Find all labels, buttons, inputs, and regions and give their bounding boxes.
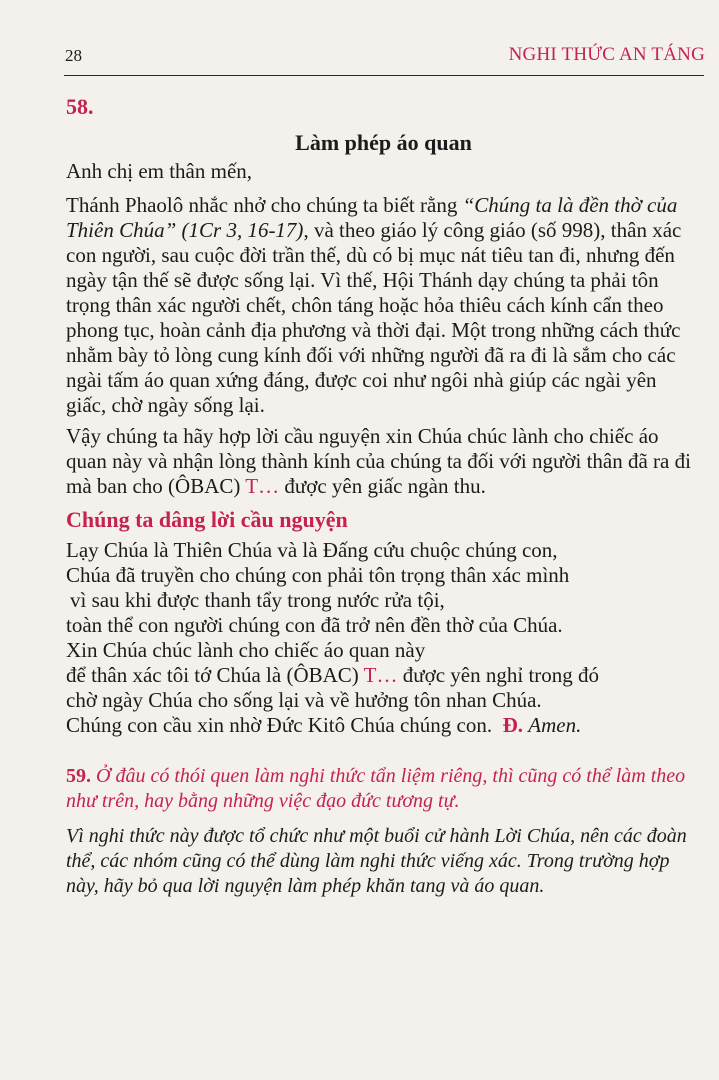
response-amen: Amen.	[528, 713, 582, 737]
name-placeholder: T…	[245, 474, 280, 498]
prayer-line-7: chờ ngày Chúa cho sống lại và về hưởng tôn nhan Chúa.	[66, 688, 542, 712]
prayer-line-8	[66, 713, 701, 738]
prayer-name-placeholder: T…	[363, 663, 398, 687]
section-number-58: 58.	[66, 94, 94, 119]
prayer-line-4: toàn thể con người chúng con đã trở nên đền thờ của Chúa.	[66, 613, 563, 637]
section-59-rubric	[66, 764, 701, 814]
header-rule	[64, 75, 704, 76]
prayer-line-6-end: được yên nghỉ trong đó	[397, 663, 600, 687]
page-header	[0, 0, 719, 80]
prayer-line-6-start: để thân xác tôi tớ Chúa là (ÔBAC)	[66, 663, 364, 687]
prayer-text	[66, 538, 701, 738]
section-title: Làm phép áo quan	[295, 130, 472, 155]
paragraph-2-start: Vậy chúng ta hãy hợp lời cầu nguyện xin Chúa chúc lành cho chiếc áo quan này và nhận lòng thành kính của chúng ta đối với người thân đã ra đi mà ban cho (ÔBAC)	[66, 424, 691, 498]
prayer-line-1: Lạy Chúa là Thiên Chúa và là Đấng cứu chuộc chúng con,	[66, 538, 558, 562]
page-number: 28	[65, 46, 82, 65]
paragraph-1-rest: , và theo giáo lý công giáo (số 998), thân xác con người, sau cuộc đời trần thế, dù có bị mục nát tiêu tan đi, nhưng đến ngày tận thế sẽ được sống lại. Vì thế, Hội Thánh dạy chúng ta phải tôn trọng thân xác người chết, chôn táng hoặc hỏa thiêu cách kính cẩn theo phong tục, hoàn cảnh địa phương và thời đại. Một trong những cách thức nhằm bày tỏ lòng cung kính đối với những người đã ra đi là sắm cho các ngài tấm áo quan xứng đáng, được coi như ngôi nhà giúp các ngài yên giấc, chờ ngày sống lại.	[66, 218, 682, 417]
response-symbol: Đ.	[502, 713, 524, 737]
section-number-59: 59.	[66, 765, 91, 787]
page-content	[66, 94, 701, 899]
rubric-note: Vì nghi thức này được tổ chức như một buổi cử hành Lời Chúa, nên các đoàn thể, các nhóm cũng có thể dùng làm nghi thức viếng xác. Trong trường hợp này, hãy bỏ qua lời nguyện làm phép khăn tang và áo quan.	[66, 825, 687, 897]
salutation: Anh chị em thân mến,	[66, 159, 253, 183]
prayer-line-2: Chúa đã truyền cho chúng con phải tôn trọng thân xác mình	[66, 563, 570, 587]
prayer-line-8-text: Chúng con cầu xin nhờ Đức Kitô Chúa chúng con.	[66, 713, 493, 737]
scripture-quote: “Chúng ta là đền thờ của Thiên Chúa” (1Cr 3, 16-17)	[66, 193, 678, 242]
paragraph-1	[66, 193, 701, 418]
prayer-line-6	[66, 663, 701, 688]
running-title: NGHI THỨC AN TÁNG	[508, 44, 705, 65]
prayer-line-3: vì sau khi được thanh tẩy trong nước rửa tội,	[70, 588, 445, 612]
paragraph-2-end: được yên giấc ngàn thu.	[279, 474, 486, 498]
section-59-text: Ở đâu có thói quen làm nghi thức tẩn liệm riêng, thì cũng có thể làm theo như trên, hay bằng những việc đạo đức tương tự.	[66, 765, 686, 812]
prayer-line-5: Xin Chúa chúc lành cho chiếc áo quan này	[66, 638, 426, 662]
prayer-heading: Chúng ta dâng lời cầu nguyện	[66, 507, 348, 532]
paragraph-2	[66, 424, 701, 499]
paragraph-1-start: Thánh Phaolô nhắc nhở cho chúng ta biết rằng	[66, 193, 463, 217]
